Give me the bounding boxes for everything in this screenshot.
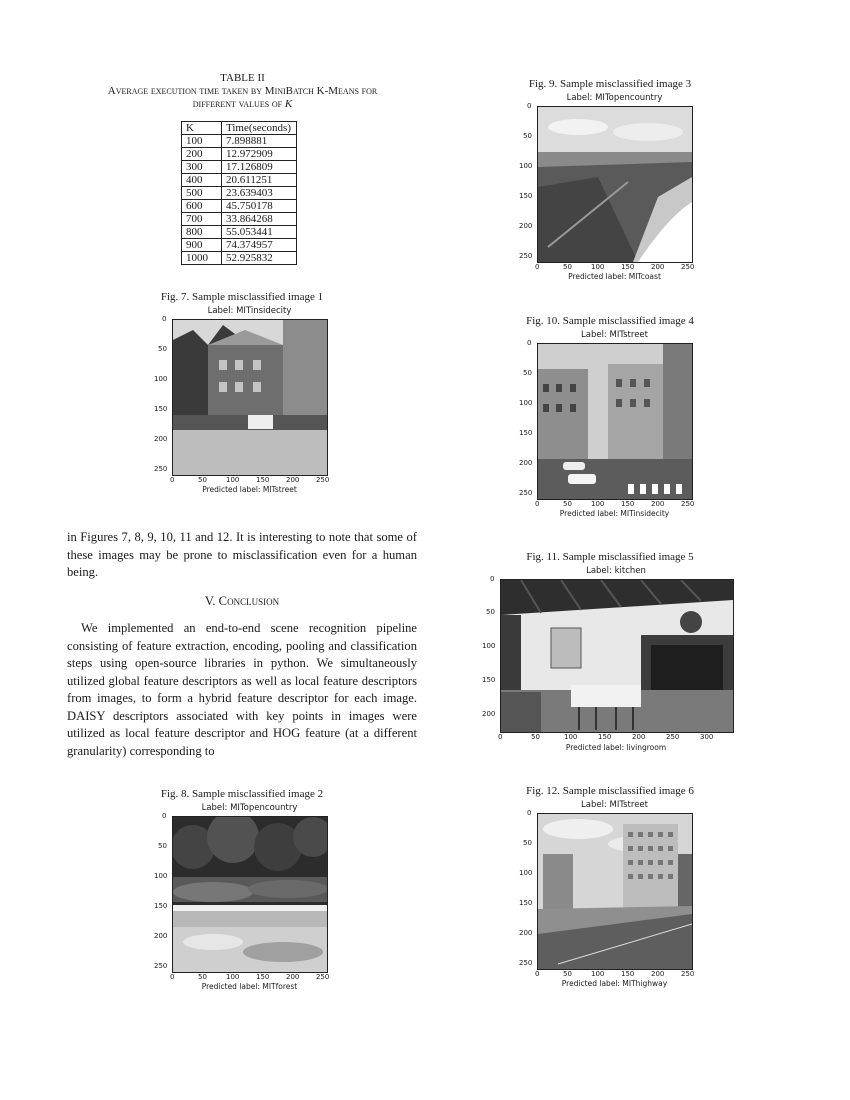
table-caption-line1: Average execution time taken by MiniBatch K-Means for [107, 85, 378, 97]
table-cell-time: 12.972909 [222, 148, 297, 161]
table-cell-time: 7.898881 [222, 135, 297, 148]
fig8-ytick: 0 [162, 812, 167, 820]
table-caption-line2-prefix: different values of [192, 98, 283, 110]
table-row [182, 252, 297, 265]
table-cell-k: 400 [182, 174, 222, 187]
fig12-xtick: 150 [621, 970, 635, 978]
table-cell-k: 100 [182, 135, 222, 148]
table-caption [80, 72, 405, 111]
fig7-xlabel: Predicted label: MITstreet [202, 485, 297, 494]
fig10-image [537, 343, 693, 500]
fig10-ytick: 150 [519, 429, 533, 437]
fig9-xtick: 50 [563, 263, 572, 271]
fig10-xtick: 50 [563, 500, 572, 508]
fig7-ytick: 0 [162, 315, 167, 323]
fig7-ytick: 150 [154, 405, 168, 413]
table-header-row [182, 122, 297, 135]
table-row [182, 187, 297, 200]
table-cell-k: 600 [182, 200, 222, 213]
fig8-xlabel: Predicted label: MITforest [201, 982, 298, 991]
fig7-image [172, 319, 328, 476]
fig7-plot [140, 305, 350, 495]
fig9-ytick: 100 [519, 162, 533, 170]
table-cell-k: 200 [182, 148, 222, 161]
table-cell-time: 74.374957 [222, 239, 297, 252]
fig7-xtick: 0 [170, 476, 175, 484]
fig8-ytick: 100 [154, 872, 168, 880]
table-cell-time: 52.925832 [222, 252, 297, 265]
fig12-ytick: 200 [519, 929, 533, 937]
fig11-ytick: 100 [482, 642, 496, 650]
fig7-xtick: 200 [286, 476, 300, 484]
fig11-ytick: 150 [482, 676, 496, 684]
table-caption-var: K [284, 98, 293, 110]
fig11-xtick: 250 [666, 733, 680, 741]
fig11-xtick: 150 [598, 733, 612, 741]
execution-time-table [181, 121, 297, 265]
table-row [182, 200, 297, 213]
fig10-xtick: 150 [621, 500, 635, 508]
fig8-ytick: 250 [154, 962, 168, 970]
table-caption-line2 [80, 98, 405, 111]
fig7-xtick: 250 [316, 476, 330, 484]
fig9-xtick: 250 [681, 263, 695, 271]
fig7-xtick: 100 [226, 476, 240, 484]
fig12-title: Label: MITstreet [581, 800, 648, 810]
fig11-ytick: 50 [486, 608, 495, 616]
table-row [182, 161, 297, 174]
fig12-ytick: 100 [519, 869, 533, 877]
table-cell-time: 33.864268 [222, 213, 297, 226]
fig9-ytick: 200 [519, 222, 533, 230]
table-row [182, 213, 297, 226]
fig9-ytick: 50 [523, 132, 532, 140]
fig7-xtick: 150 [256, 476, 270, 484]
fig12-xtick: 100 [591, 970, 605, 978]
fig12-plot [505, 799, 715, 989]
fig10-xlabel: Predicted label: MITinsidecity [559, 509, 670, 518]
fig9-caption: Fig. 9. Sample misclassified image 3 [528, 78, 692, 90]
table-row [182, 174, 297, 187]
table-cell-k: 900 [182, 239, 222, 252]
fig12-ytick: 0 [527, 809, 532, 817]
table-cell-time: 17.126809 [222, 161, 297, 174]
fig12-image [537, 813, 693, 970]
table-cell-k: 800 [182, 226, 222, 239]
fig7-ytick: 50 [158, 345, 167, 353]
table-row [182, 135, 297, 148]
fig11-xtick: 0 [498, 733, 503, 741]
fig8-xtick: 100 [226, 973, 240, 981]
table-cell-k: 1000 [182, 252, 222, 265]
fig7-title: Label: MITinsidecity [207, 306, 292, 316]
fig11-plot [480, 565, 750, 755]
fig9-image [537, 106, 693, 263]
fig11-image [500, 579, 734, 733]
fig12-xlabel: Predicted label: MIThighway [561, 979, 668, 988]
fig7-ytick: 250 [154, 465, 168, 473]
fig7-ytick: 200 [154, 435, 168, 443]
fig9-xtick: 0 [535, 263, 540, 271]
table-row [182, 226, 297, 239]
table-header-k: K [182, 122, 222, 135]
table-row [182, 148, 297, 161]
fig8-caption: Fig. 8. Sample misclassified image 2 [160, 788, 324, 800]
fig9-ytick: 150 [519, 192, 533, 200]
fig8-image [172, 816, 328, 973]
fig11-caption: Fig. 11. Sample misclassified image 5 [526, 551, 694, 563]
fig11-xtick: 300 [700, 733, 714, 741]
fig10-ytick: 200 [519, 459, 533, 467]
fig9-xlabel: Predicted label: MITcoast [568, 272, 661, 281]
fig10-ytick: 250 [519, 489, 533, 497]
table-cell-time: 20.611251 [222, 174, 297, 187]
table-cell-time: 55.053441 [222, 226, 297, 239]
fig11-xlabel: Predicted label: livingroom [565, 743, 667, 752]
fig12-xtick: 0 [535, 970, 540, 978]
table-cell-k: 300 [182, 161, 222, 174]
fig9-xtick: 100 [591, 263, 605, 271]
fig7-caption: Fig. 7. Sample misclassified image 1 [160, 291, 324, 303]
fig10-xtick: 250 [681, 500, 695, 508]
fig10-title: Label: MITstreet [581, 330, 648, 340]
fig12-xtick: 50 [563, 970, 572, 978]
fig11-xtick: 200 [632, 733, 646, 741]
fig8-ytick: 150 [154, 902, 168, 910]
table-cell-time: 23.639403 [222, 187, 297, 200]
fig10-caption: Fig. 10. Sample misclassified image 4 [526, 315, 694, 327]
fig10-plot [505, 329, 715, 519]
fig9-xtick: 200 [651, 263, 665, 271]
fig11-title: Label: kitchen [586, 566, 646, 576]
fig11-xtick: 50 [531, 733, 540, 741]
fig8-xtick: 50 [198, 973, 207, 981]
fig8-ytick: 200 [154, 932, 168, 940]
fig8-xtick: 0 [170, 973, 175, 981]
fig8-xtick: 200 [286, 973, 300, 981]
paragraph-conclusion: We implemented an end-to-end scene recognition pipeline consisting of feature extraction, encoding, pooling and classification steps using open-source libraries in python. We simultaneously utilized global feature descriptors as well as local feature descriptors from images, to form a hybrid feature descriptor for each image. DAISY descriptors associated with key points in images were utilized as local feature descriptor and HOG feature (at a different granularity) corresponding to [67, 621, 417, 758]
fig8-ytick: 50 [158, 842, 167, 850]
fig12-ytick: 50 [523, 839, 532, 847]
fig10-ytick: 0 [527, 339, 532, 347]
fig10-ytick: 100 [519, 399, 533, 407]
table-cell-k: 700 [182, 213, 222, 226]
fig9-xtick: 150 [621, 263, 635, 271]
fig8-xtick: 150 [256, 973, 270, 981]
fig9-ytick: 0 [527, 102, 532, 110]
fig11-ytick: 200 [482, 710, 496, 718]
section-heading: V. Conclusion [204, 594, 280, 608]
fig10-xtick: 0 [535, 500, 540, 508]
fig9-plot [505, 92, 715, 282]
fig11-xtick: 100 [564, 733, 578, 741]
paragraph-figures-note: in Figures 7, 8, 9, 10, 11 and 12. It is interesting to note that some of these images may be prone to misclassification even for a human being. [67, 530, 417, 579]
fig9-title: Label: MITopencountry [566, 93, 663, 103]
table-header-time: Time(seconds) [222, 122, 297, 135]
fig12-xtick: 200 [651, 970, 665, 978]
fig7-ytick: 100 [154, 375, 168, 383]
fig10-ytick: 50 [523, 369, 532, 377]
fig12-caption: Fig. 12. Sample misclassified image 6 [526, 785, 694, 797]
table-cell-time: 45.750178 [222, 200, 297, 213]
fig8-xtick: 250 [316, 973, 330, 981]
table-title: TABLE II [220, 72, 265, 84]
fig8-plot [140, 802, 350, 992]
fig12-xtick: 250 [681, 970, 695, 978]
fig8-title: Label: MITopencountry [201, 803, 298, 813]
fig7-xtick: 50 [198, 476, 207, 484]
table-cell-k: 500 [182, 187, 222, 200]
fig12-ytick: 250 [519, 959, 533, 967]
fig9-ytick: 250 [519, 252, 533, 260]
table-row [182, 239, 297, 252]
fig11-ytick: 0 [490, 575, 495, 583]
fig10-xtick: 200 [651, 500, 665, 508]
fig10-xtick: 100 [591, 500, 605, 508]
fig12-ytick: 150 [519, 899, 533, 907]
